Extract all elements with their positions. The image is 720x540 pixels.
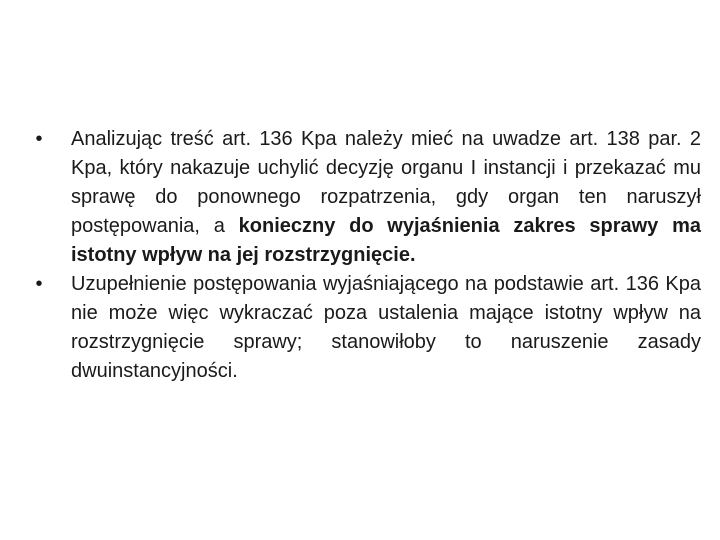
bullet-text-bold: konieczny do wyjaśnienia zakres sprawy ma istotny wpływ na jej rozstrzygnięcie. bbox=[71, 215, 701, 266]
bullet-item-2 bbox=[29, 270, 701, 386]
bullet-text-regular: Uzupełnienie postępowania wyjaśniającego na podstawie art. 136 Kpa nie może więc wykraczać poza ustalenia mające istotny wpływ na rozstrzygnięcie sprawy; stanowiłoby to naruszenie zasady dwuinstancyjności. bbox=[71, 273, 701, 382]
bullet-icon: • bbox=[35, 273, 43, 295]
bullet-icon: • bbox=[35, 128, 43, 150]
bullet-item-1 bbox=[29, 125, 701, 270]
bullet-list bbox=[29, 125, 701, 386]
bullet-text-regular: Analizując treść art. 136 Kpa należy mieć na uwadze art. 138 par. 2 Kpa, który nakazuje uchylić decyzję organu I instancji i przekazać mu sprawę do ponownego rozpatrzenia, gdy organ ten naruszył postępowania, a bbox=[71, 128, 701, 237]
